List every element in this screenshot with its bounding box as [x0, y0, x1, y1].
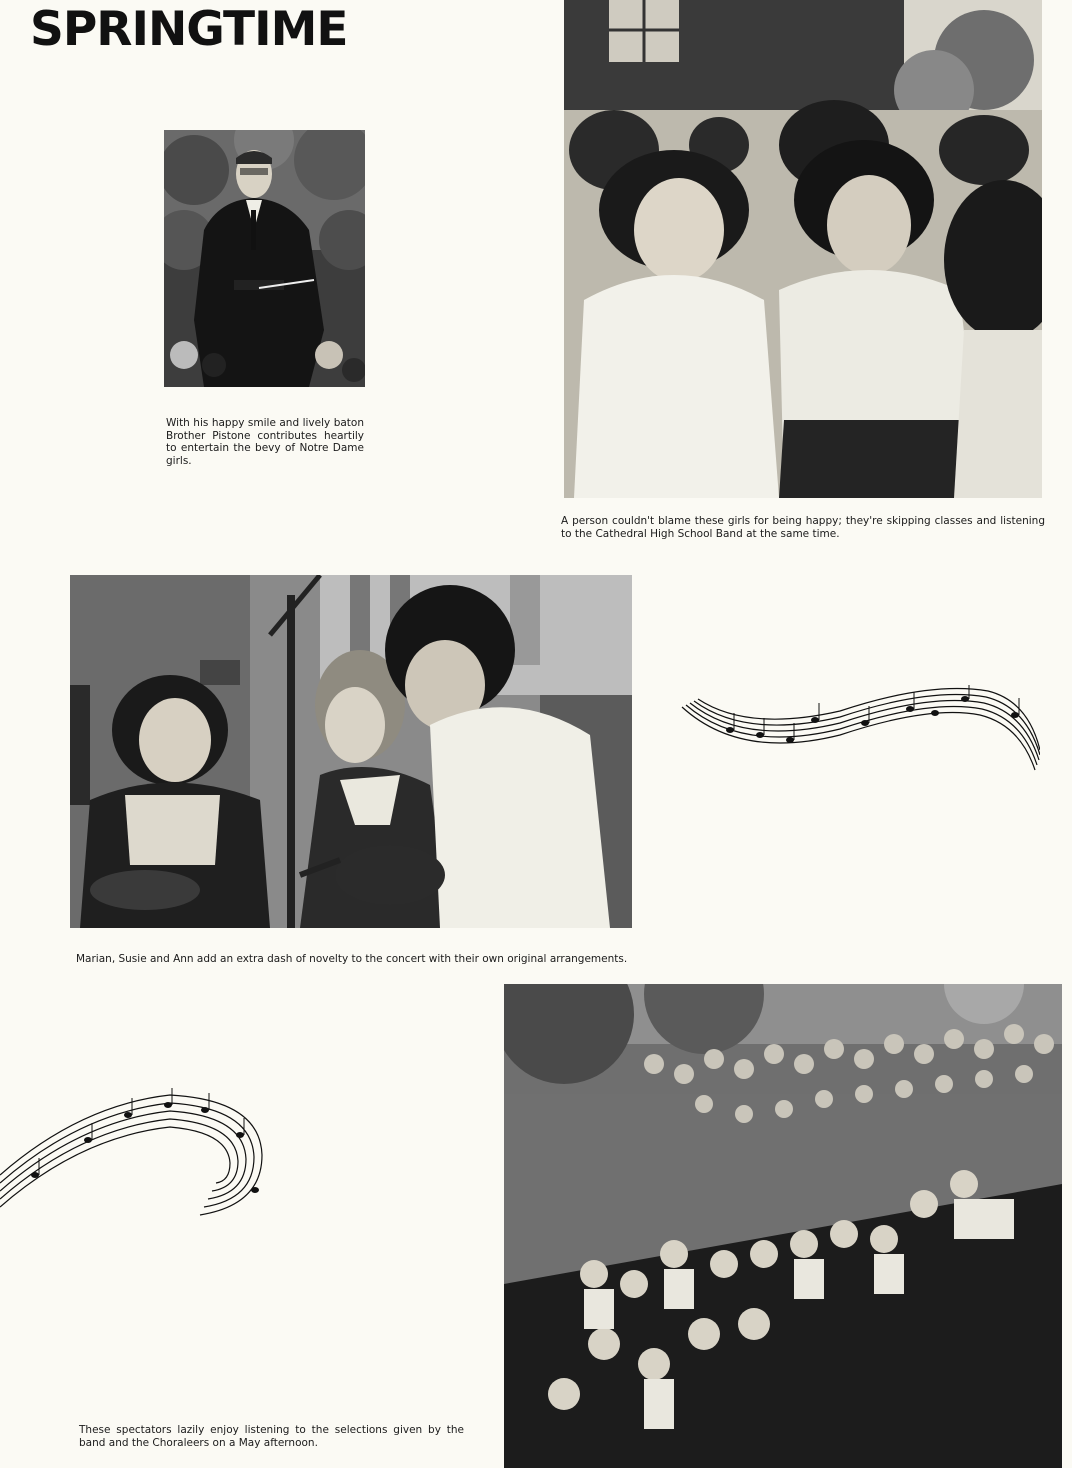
spectators-caption: These spectators lazily enjoy listening to the selections given by the band and the Choraleers on a May afternoon. — [79, 1424, 464, 1449]
girls-photo — [564, 0, 1042, 498]
girls-caption: A person couldn't blame these girls for being happy; they're skipping classes and listening to the Cathedral High School Band at the same time. — [561, 515, 1045, 540]
guitarists-photo — [70, 575, 632, 928]
page-title: SPRINGTIME — [30, 2, 348, 57]
guitarists-caption: Marian, Susie and Ann add an extra dash of novelty to the concert with their own original arrangements. — [76, 953, 628, 965]
spectators-photo — [504, 984, 1062, 1468]
music-staff-icon — [0, 1075, 280, 1225]
conductor-caption: With his happy smile and lively baton Brother Pistone contributes heartily to entertain the bevy of Notre Dame girls. — [166, 417, 364, 467]
music-staff-icon — [680, 685, 1040, 775]
conductor-photo — [164, 130, 365, 387]
